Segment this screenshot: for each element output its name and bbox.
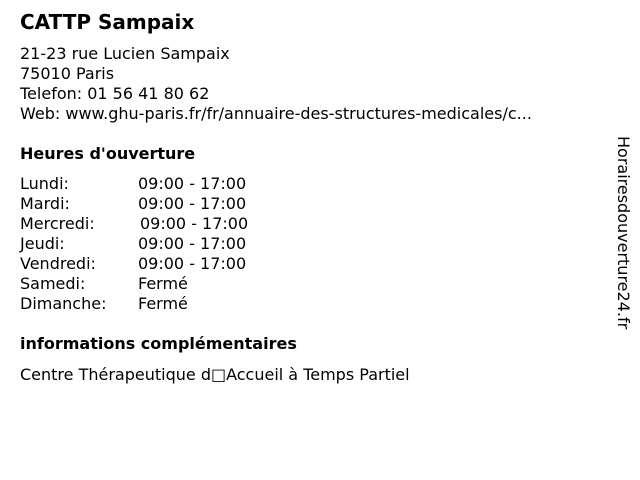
site-watermark: Horairesdouverture24.fr [614,136,633,330]
hours-time: 09:00 - 17:00 [140,214,249,233]
hours-time: Fermé [138,294,188,313]
hours-day: Dimanche: [20,294,107,313]
hours-table [20,174,320,314]
hours-row-mardi [20,194,320,214]
phone-number[interactable]: Telefon: 01 56 41 80 62 [20,84,210,103]
website-link[interactable]: Web: www.ghu-paris.fr/fr/annuaire-des-structures-medicales/c... [20,104,532,123]
hours-time: 09:00 - 17:00 [138,174,247,193]
hours-row-jeudi [20,234,320,254]
hours-time: 09:00 - 17:00 [138,254,247,273]
hours-day: Vendredi: [20,254,96,273]
info-description: Centre Thérapeutique d□Accueil à Temps Partiel [20,365,410,384]
street-address: 21-23 rue Lucien Sampaix [20,44,230,63]
hours-day: Mardi: [20,194,70,213]
info-heading: informations complémentaires [20,334,297,353]
hours-time: Fermé [138,274,188,293]
hours-row-samedi [20,274,320,294]
hours-row-mercredi [20,214,320,234]
page-title: CATTP Sampaix [20,10,195,34]
hours-day: Samedi: [20,274,86,293]
hours-day: Mercredi: [20,214,95,233]
hours-row-lundi [20,174,320,194]
hours-row-vendredi [20,254,320,274]
hours-time: 09:00 - 17:00 [138,234,247,253]
hours-day: Lundi: [20,174,69,193]
hours-time: 09:00 - 17:00 [138,194,247,213]
hours-day: Jeudi: [20,234,65,253]
hours-heading: Heures d'ouverture [20,144,196,163]
hours-row-dimanche [20,294,320,314]
address-block [20,44,532,124]
city-address: 75010 Paris [20,64,115,83]
